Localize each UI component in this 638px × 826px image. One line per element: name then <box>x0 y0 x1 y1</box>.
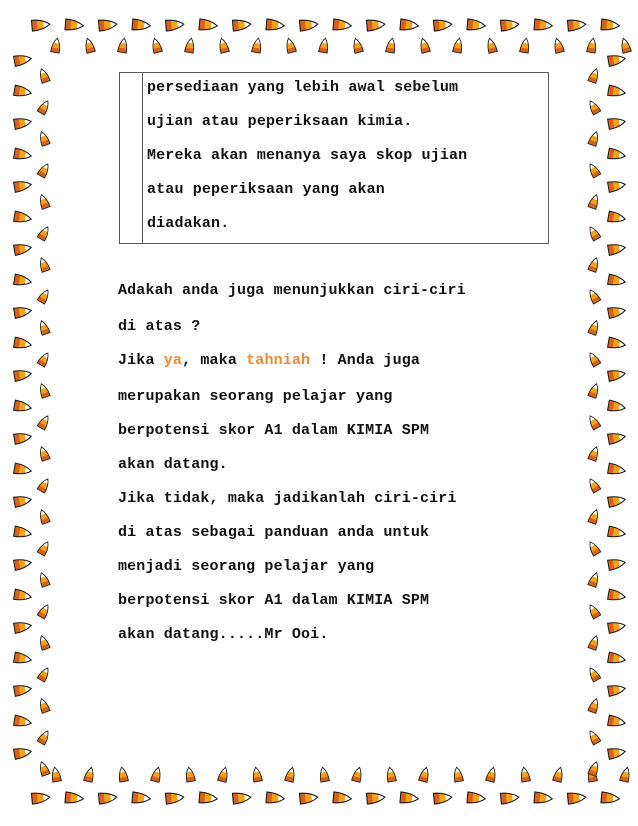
body-line-highlight <box>118 352 420 369</box>
candy-corn-icon <box>37 130 50 146</box>
border-left-column <box>14 53 52 776</box>
candy-corn-icon <box>37 760 50 776</box>
candy-corn-icon <box>608 589 627 602</box>
candy-corn-icon <box>608 148 627 161</box>
border-top-row <box>31 19 631 54</box>
candy-corn-icon <box>588 382 601 398</box>
candy-corn-icon <box>14 652 33 665</box>
candy-corn-icon <box>37 225 51 241</box>
candy-corn-icon <box>400 792 419 804</box>
candy-corn-icon <box>587 162 601 178</box>
candy-corn-icon <box>14 526 33 539</box>
candy-corn-icon <box>588 445 601 461</box>
candy-corn-icon <box>534 792 553 804</box>
candy-corn-icon <box>588 130 601 146</box>
candy-corn-icon <box>333 19 352 31</box>
candy-corn-icon <box>608 715 627 728</box>
candy-corn-icon <box>199 792 218 804</box>
candy-corn-icon <box>14 463 33 476</box>
candy-corn-icon <box>14 337 33 350</box>
border-bottom-row <box>31 766 631 804</box>
candy-corn-icon <box>14 494 33 507</box>
candy-corn-icon <box>467 19 486 31</box>
candy-corn-icon <box>252 37 263 53</box>
candy-corn-icon <box>587 288 601 304</box>
candy-corn-icon <box>132 19 151 31</box>
body-line: di atas ? <box>118 318 201 335</box>
candy-corn-icon <box>37 540 51 556</box>
body-line: akan datang.....Mr Ooi. <box>118 626 329 643</box>
candy-corn-icon <box>608 431 627 444</box>
candy-corn-icon <box>587 351 601 367</box>
candy-corn-icon <box>608 652 627 665</box>
candy-corn-icon <box>37 99 51 115</box>
table-text-line: ujian atau peperiksaan kimia. <box>147 113 413 130</box>
candy-corn-icon <box>366 792 385 804</box>
candy-corn-icon <box>14 53 33 66</box>
candy-corn-icon <box>588 67 601 83</box>
candy-corn-icon <box>31 19 50 31</box>
candy-corn-icon <box>608 683 627 696</box>
candy-corn-icon <box>184 766 195 782</box>
candy-corn-icon <box>418 37 430 53</box>
candy-corn-icon <box>587 99 601 115</box>
candy-corn-icon <box>553 766 565 782</box>
candy-corn-icon <box>37 508 50 524</box>
candy-corn-icon <box>14 242 33 255</box>
body-line: Jika tidak, maka jadikanlah ciri-ciri <box>118 490 457 507</box>
candy-corn-icon <box>587 225 601 241</box>
candy-corn-icon <box>588 634 601 650</box>
candy-corn-icon <box>351 37 363 53</box>
candy-corn-icon <box>608 526 627 539</box>
candy-corn-icon <box>14 683 33 696</box>
candy-corn-icon <box>333 792 352 804</box>
candy-corn-icon <box>519 766 530 782</box>
candy-corn-icon <box>98 792 117 804</box>
candy-corn-icon <box>588 571 601 587</box>
candy-corn-icon <box>601 792 620 804</box>
candy-corn-icon <box>520 37 531 53</box>
candy-corn-icon <box>37 571 50 587</box>
candy-corn-icon <box>150 37 162 53</box>
candy-corn-icon <box>14 431 33 444</box>
body-line: Adakah anda juga menunjukkan ciri-ciri <box>118 282 466 299</box>
candy-corn-icon <box>534 19 553 31</box>
candy-corn-icon <box>14 746 33 759</box>
candy-corn-icon <box>65 792 84 804</box>
candy-corn-icon <box>587 414 601 430</box>
table-text-line: atau peperiksaan yang akan <box>147 181 385 198</box>
candy-corn-icon <box>601 19 620 31</box>
candy-corn-icon <box>151 766 163 782</box>
candy-corn-icon <box>587 666 601 682</box>
body-text-segment: Jika <box>118 352 164 369</box>
candy-corn-icon <box>587 729 601 745</box>
candy-corn-icon <box>285 766 297 782</box>
candy-corn-icon <box>619 37 631 53</box>
candy-corn-icon <box>37 382 50 398</box>
candy-corn-icon <box>552 37 564 53</box>
candy-corn-icon <box>400 19 419 31</box>
candy-corn-icon <box>37 319 50 335</box>
candy-corn-icon <box>37 445 50 461</box>
candy-corn-icon <box>608 116 627 129</box>
body-line: berpotensi skor A1 dalam KIMIA SPM <box>118 592 430 609</box>
candy-corn-icon <box>117 766 128 782</box>
candy-corn-icon <box>266 792 285 804</box>
candy-corn-icon <box>217 37 229 53</box>
candy-corn-icon <box>14 305 33 318</box>
candy-corn-icon <box>83 37 95 53</box>
candy-corn-icon <box>132 792 151 804</box>
candy-corn-icon <box>84 766 96 782</box>
candy-corn-icon <box>98 19 117 31</box>
candy-corn-icon <box>299 792 318 804</box>
table-text-line: persediaan yang lebih awal sebelum <box>147 79 459 96</box>
candy-corn-icon <box>608 368 627 381</box>
candy-corn-icon <box>485 37 497 53</box>
candy-corn-icon <box>14 620 33 633</box>
candy-corn-icon <box>37 477 51 493</box>
candy-corn-icon <box>433 19 452 31</box>
candy-corn-icon <box>37 351 51 367</box>
candy-corn-icon <box>165 19 184 31</box>
candy-corn-icon <box>14 368 33 381</box>
candy-corn-icon <box>14 85 33 98</box>
candy-corn-icon <box>65 19 84 31</box>
candy-corn-icon <box>433 792 452 804</box>
candy-corn-icon <box>453 37 464 53</box>
body-line: merupakan seorang pelajar yang <box>118 388 393 405</box>
candy-corn-icon <box>386 37 397 53</box>
candy-corn-icon <box>608 85 627 98</box>
table-text-line: Mereka akan menanya saya skop ujian <box>147 147 468 164</box>
candy-corn-icon <box>587 603 601 619</box>
candy-corn-icon <box>14 274 33 287</box>
candy-corn-icon <box>185 37 196 53</box>
candy-corn-icon <box>608 211 627 224</box>
candy-corn-icon <box>587 37 598 53</box>
candy-corn-icon <box>37 193 50 209</box>
candy-corn-icon <box>251 766 262 782</box>
candy-corn-icon <box>608 242 627 255</box>
candy-corn-icon <box>608 274 627 287</box>
candy-corn-icon <box>31 792 50 804</box>
candy-corn-icon <box>299 19 318 31</box>
candy-corn-icon <box>37 634 50 650</box>
candy-corn-icon <box>37 729 51 745</box>
candy-corn-icon <box>608 463 627 476</box>
candy-corn-icon <box>608 305 627 318</box>
candy-corn-icon <box>37 666 51 682</box>
candy-corn-icon <box>385 766 396 782</box>
candy-corn-icon <box>14 148 33 161</box>
candy-corn-icon <box>37 256 50 272</box>
candy-corn-icon <box>467 792 486 804</box>
text-table <box>119 72 549 244</box>
candy-corn-icon <box>232 19 251 31</box>
candy-corn-icon <box>608 337 627 350</box>
candy-corn-icon <box>588 319 601 335</box>
candy-corn-icon <box>14 400 33 413</box>
candy-corn-icon <box>266 19 285 31</box>
candy-corn-icon <box>319 37 330 53</box>
candy-corn-icon <box>486 766 498 782</box>
candy-corn-icon <box>587 540 601 556</box>
candy-corn-icon <box>608 746 627 759</box>
highlight-ya: ya <box>163 352 183 369</box>
candy-corn-icon <box>588 256 601 272</box>
candy-corn-icon <box>587 477 601 493</box>
candy-corn-icon <box>608 400 627 413</box>
candy-corn-icon <box>14 589 33 602</box>
candy-corn-icon <box>14 557 33 570</box>
candy-corn-icon <box>37 162 51 178</box>
candy-corn-icon <box>51 37 62 53</box>
candy-corn-icon <box>37 697 50 713</box>
candy-corn-icon <box>14 179 33 192</box>
candy-corn-icon <box>37 603 51 619</box>
candy-corn-icon <box>608 557 627 570</box>
candy-corn-icon <box>588 508 601 524</box>
candy-corn-icon <box>118 37 129 53</box>
candy-corn-icon <box>567 792 586 804</box>
candy-corn-icon <box>588 193 601 209</box>
candy-corn-icon <box>608 53 627 66</box>
candy-corn-icon <box>620 766 632 782</box>
candy-corn-icon <box>500 19 519 31</box>
candy-corn-icon <box>37 67 50 83</box>
candy-corn-icon <box>366 19 385 31</box>
candy-corn-icon <box>419 766 431 782</box>
candy-corn-icon <box>14 116 33 129</box>
candy-corn-icon <box>500 792 519 804</box>
candy-corn-icon <box>567 19 586 31</box>
candy-corn-icon <box>37 414 51 430</box>
body-text-segment: ! Anda juga <box>310 352 421 369</box>
candy-corn-icon <box>284 37 296 53</box>
table-text-line: diadakan. <box>147 215 230 232</box>
candy-corn-icon <box>452 766 463 782</box>
body-line: menjadi seorang pelajar yang <box>118 558 375 575</box>
candy-corn-icon <box>318 766 329 782</box>
candy-corn-icon <box>165 792 184 804</box>
candy-corn-icon <box>608 494 627 507</box>
candy-corn-icon <box>37 288 51 304</box>
body-line: di atas sebagai panduan anda untuk <box>118 524 430 541</box>
table-column-divider <box>142 73 143 243</box>
body-line: berpotensi skor A1 dalam KIMIA SPM <box>118 422 430 439</box>
candy-corn-icon <box>14 211 33 224</box>
candy-corn-icon <box>352 766 364 782</box>
candy-corn-icon <box>608 179 627 192</box>
candy-corn-icon <box>199 19 218 31</box>
candy-corn-icon <box>608 620 627 633</box>
candy-corn-icon <box>588 697 601 713</box>
candy-corn-icon <box>232 792 251 804</box>
highlight-tahniah: tahniah <box>246 352 311 369</box>
border-right-column <box>587 53 627 776</box>
candy-corn-icon <box>218 766 230 782</box>
candy-corn-icon <box>50 766 61 782</box>
candy-corn-icon <box>14 715 33 728</box>
body-line: akan datang. <box>118 456 228 473</box>
body-text-segment: , maka <box>182 352 247 369</box>
